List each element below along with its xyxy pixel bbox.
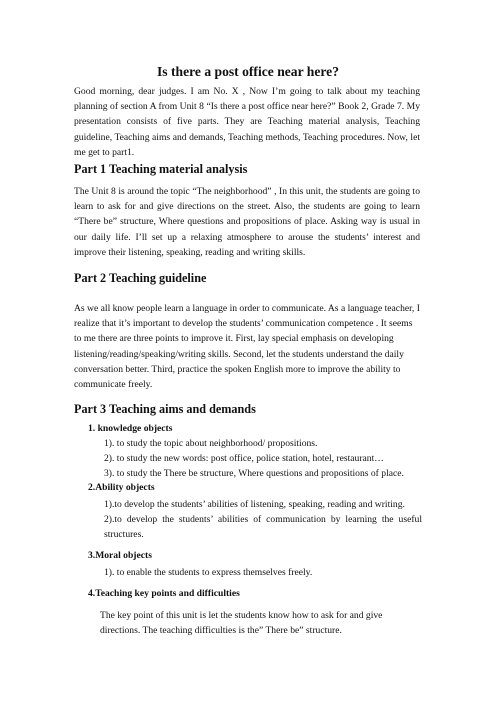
document-title: Is there a post office near here? bbox=[157, 64, 339, 79]
part3-heading: Part 3 Teaching aims and demands bbox=[74, 402, 256, 416]
ability-item: 2).to develop the students’ abilities of communication by learning the useful structures. bbox=[104, 514, 422, 541]
moral-objects-title: 3.Moral objects bbox=[88, 550, 152, 561]
ability-objects-title: 2.Ability objects bbox=[88, 482, 155, 493]
knowledge-item: 3). to study the There be structure, Where questions and propositions of place. bbox=[104, 468, 404, 479]
part2-heading: Part 2 Teaching guideline bbox=[74, 271, 207, 285]
moral-item: 1). to enable the students to express themselves freely. bbox=[104, 567, 313, 578]
part1-heading: Part 1 Teaching material analysis bbox=[74, 162, 248, 176]
key-points-title: 4.Teaching key points and difficulties bbox=[88, 588, 240, 599]
part2-paragraph: As we all know people learn a language in order to communicate. As a language teacher, I realize that it’s important to develop the students’ communication competence . It seems to me there are three points to improve it. First, lay special emphasis on developing listening/reading/speaking/writing skills. Second, let the students understand the daily conversation better. Third, practice the spoken English more to improve the ability to communicate freely. bbox=[74, 303, 420, 391]
ability-item: 1).to develop the students’ abilities of listening, speaking, reading and writing. bbox=[104, 499, 405, 510]
part1-paragraph: The Unit 8 is around the topic “The neighborhood” , In this unit, the students are going to learn to ask for and give directions on the street. Also, the students are going to learn “There be” structure, Where questions and propositions of place. Asking way is usual in our daily life. I’ll set up a relaxing atmosphere to arouse the students’ interest and improve their listening, speaking, reading and writing skills. bbox=[74, 186, 420, 258]
knowledge-item: 1). to study the topic about neighborhood/ propositions. bbox=[104, 438, 318, 449]
knowledge-item: 2). to study the new words: post office, police station, hotel, restaurant… bbox=[104, 453, 384, 464]
key-points-paragraph: The key point of this unit is let the students know how to ask for and give directions. The teaching difficulties is the” There be” structure. bbox=[100, 610, 383, 637]
knowledge-objects-title: 1. knowledge objects bbox=[88, 423, 173, 434]
intro-paragraph: Good morning, dear judges. I am No. X , Now I’m going to talk about my teaching planning of section A from Unit 8 “Is there a post office near here?” Book 2, Grade 7. My presentation consists of five parts. They are Teaching material analysis, Teaching guideline, Teaching aims and demands, Teaching methods, Teaching procedures. Now, let me get to part1. bbox=[74, 86, 420, 158]
